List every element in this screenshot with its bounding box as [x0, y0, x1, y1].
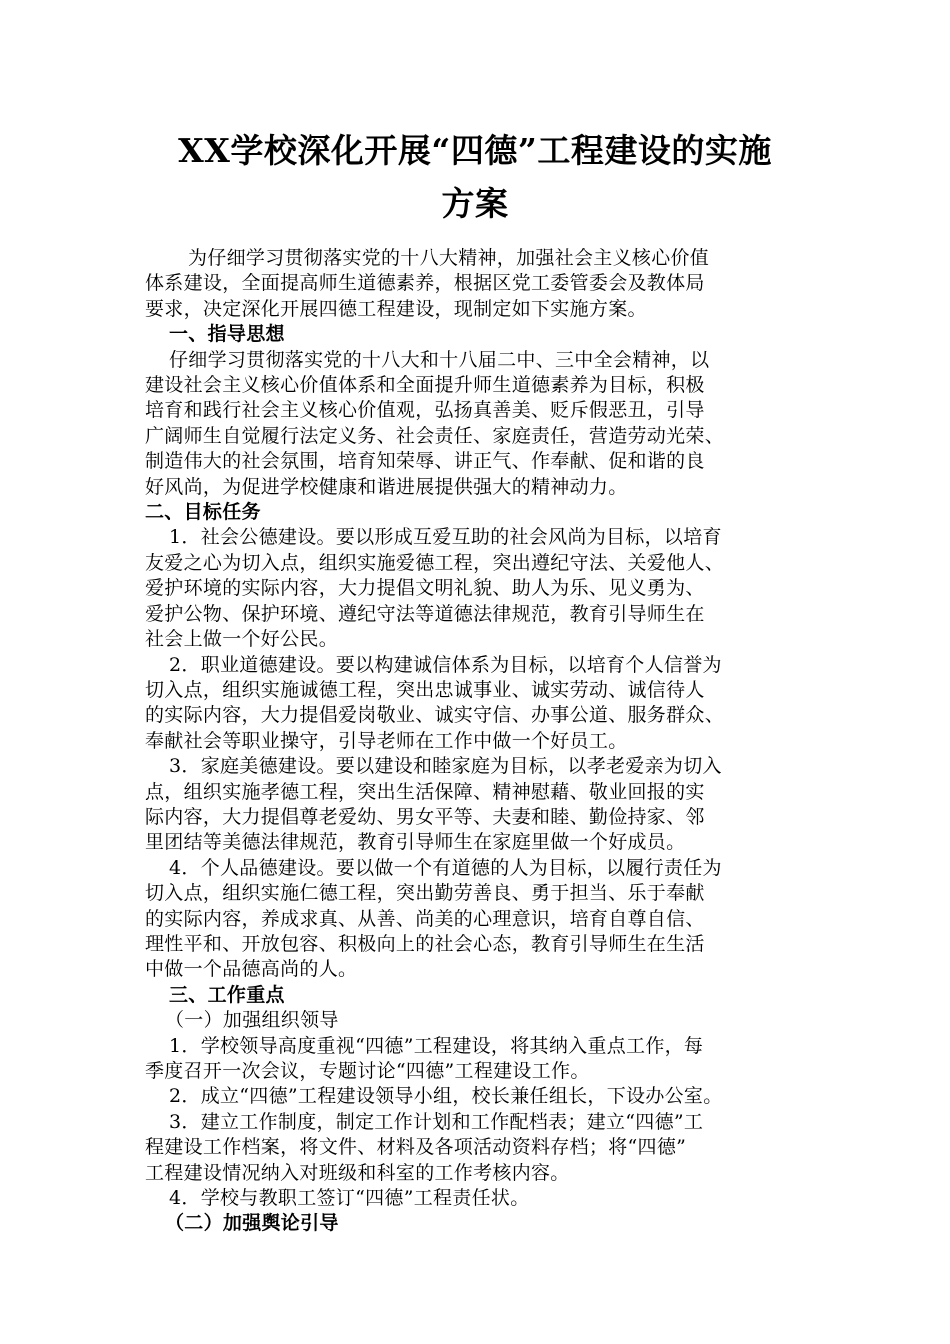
- section2-item-2: 2．职业道德建设。要以构建诚信体系为目标，以培育个人信誉为 切入点，组织实施诚德工程，突出忠诚事业、诚实劳动、诚信待人 的实际内容，大力提倡爱岗敬业、诚实守信、办事公道、服务群众、 奉献社会等职业操守，引导老师在工作中做一个好员工。: [145, 653, 725, 752]
- document-title: [120, 126, 830, 229]
- title-line-2: 方案: [441, 184, 509, 223]
- section2-item-3: 3．家庭美德建设。要以建设和睦家庭为目标，以孝老爱亲为切入 点，组织实施孝德工程，突出生活保障、精神慰藉、敬业回报的实 际内容，大力提倡尊老爱幼、男女平等、夫妻和睦、勤俭持家、邻 里团结等美德法律规范，教育引导师生在家庭里做一个好成员。: [145, 755, 722, 854]
- section2-item-1: 1．社会公德建设。要以形成互爱互助的社会风尚为目标，以培育 友爱之心为切入点，组织实施爱德工程，突出遵纪守法、关爱他人、 爱护环境的实际内容，大力提倡文明礼貌、助人为乐、见义勇为、 爱护公物、保护环境、遵纪守法等道德法律规范，教育引导师生在 社会上做一个好公民。: [145, 526, 725, 651]
- document-body: [145, 246, 825, 1237]
- section3-sub1-item-3: 3．建立工作制度，制定工作计划和工作配档表；建立“四德”工 程建设工作档案，将文件、材料及各项活动资料存档；将“四德” 工程建设情况纳入对班级和科室的工作考核内容。: [145, 1110, 704, 1184]
- section3-sub1-heading: （一）加强组织领导: [165, 1009, 339, 1032]
- section3-sub1-item-1: 1．学校领导高度重视“四德”工程建设，将其纳入重点工作，每 季度召开一次会议，专题讨论“四德”工程建设工作。: [145, 1034, 704, 1082]
- section3-sub2-heading: （二）加强舆论引导: [165, 1212, 339, 1235]
- section2-heading: 二、目标任务: [145, 501, 261, 524]
- section3-sub1-item-2: 2．成立“四德”工程建设领导小组，校长兼任组长，下设办公室。: [169, 1085, 723, 1108]
- title-line-1: XX学校深化开展“四德”工程建设的实施: [178, 131, 772, 170]
- section2-item-4: 4．个人品德建设。要以做一个有道德的人为目标，以履行责任为 切入点，组织实施仁德工程，突出勤劳善良、勇于担当、乐于奉献 的实际内容，养成求真、从善、尚美的心理意识，培育自尊自信、 理性平和、开放包容、积极向上的社会心态，教育引导师生在生活 中做一个品德高尚的人。: [145, 856, 722, 981]
- section3-heading: 三、工作重点: [169, 983, 285, 1006]
- section3-sub1-item-4: 4．学校与教职工签订“四德”工程责任状。: [169, 1187, 530, 1210]
- section1-heading: 一、指导思想: [169, 323, 285, 346]
- section1-paragraph: 仔细学习贯彻落实党的十八大和十八届二中、三中全会精神，以 建设社会主义核心价值体系和全面提升师生道德素养为目标，积极 培育和践行社会主义核心价值观，弘扬真善美、贬斥假恶丑，引导 广阔师生自觉履行法定义务、社会责任、家庭责任，营造劳动光荣、 制造伟大的社会氛围，培育知荣辱、讲正气、作奉献、促和谐的良 好风尚，为促进学校健康和谐进展提供强大的精神动力。: [145, 348, 725, 498]
- intro-paragraph: 为仔细学习贯彻落实党的十八大精神，加强社会主义核心价值 体系建设，全面提高师生道德素养，根据区党工委管委会及教体局 要求，决定深化开展四德工程建设，现制定如下实施方案。: [145, 247, 710, 320]
